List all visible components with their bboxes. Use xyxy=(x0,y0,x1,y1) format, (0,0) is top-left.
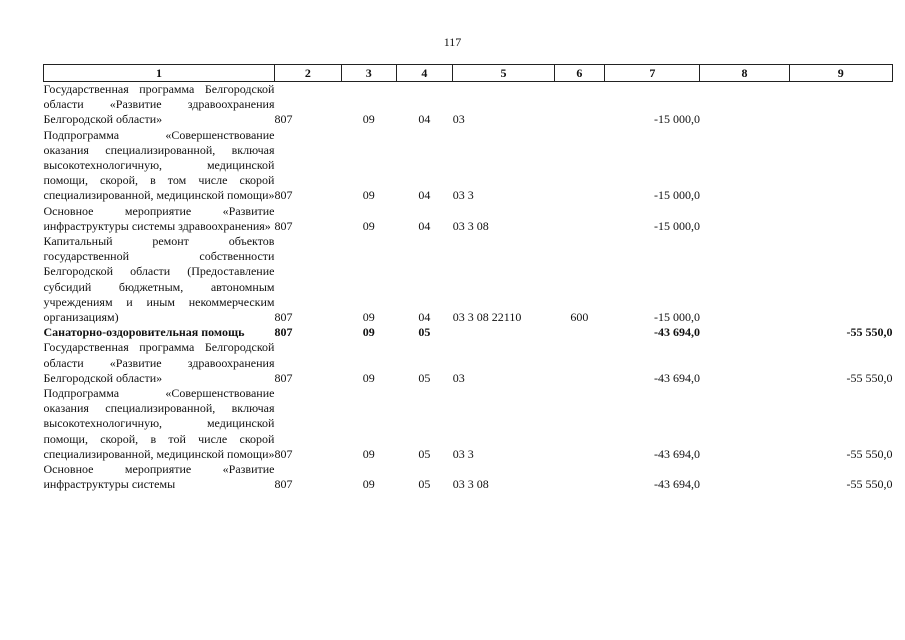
cell-amount-col9: -55 550,0 xyxy=(846,325,893,340)
row-name: Подпрограмма «Совершенствование оказания специализированной, включая высокотехнологичную, медицинской помощи, скорой, в той числе скорой специализированной, медицинской помощи» xyxy=(43,386,275,461)
cell-section-code: 09 xyxy=(362,218,375,233)
cell-amount-col8 xyxy=(700,234,789,325)
cell-amount-col7: -43 694,0 xyxy=(653,370,700,385)
cell-expense-type xyxy=(554,325,605,340)
table-row xyxy=(44,234,893,325)
header-row xyxy=(44,65,893,82)
cell-target-article: 03 3 xyxy=(452,446,474,461)
row-name: Капитальный ремонт объектов государственной собственности Белгородской области (Предоставление субсидий бюджетным, автономным учреждениям и иным некоммерческим организациям) xyxy=(43,234,275,325)
table-row xyxy=(44,204,893,234)
cell-amount-col9: -55 550,0 xyxy=(846,477,893,492)
table-row xyxy=(44,325,893,340)
header-col-3: 3 xyxy=(341,65,396,82)
cell-gov-code: 807 xyxy=(274,446,293,461)
table-row xyxy=(44,82,893,128)
cell-target-article: 03 3 08 22110 xyxy=(452,310,522,325)
header-col-2: 2 xyxy=(274,65,341,82)
cell-amount-col8 xyxy=(700,386,789,462)
cell-amount-col7: -15 000,0 xyxy=(653,188,700,203)
cell-expense-type xyxy=(554,82,605,128)
cell-amount-col9: -55 550,0 xyxy=(846,446,893,461)
cell-subsection-code: 04 xyxy=(418,188,431,203)
cell-expense-type xyxy=(554,386,605,462)
cell-gov-code: 807 xyxy=(274,188,293,203)
header-col-5: 5 xyxy=(453,65,554,82)
cell-amount-col7: -43 694,0 xyxy=(653,477,700,492)
table-row xyxy=(44,462,893,492)
cell-section-code: 09 xyxy=(362,370,375,385)
cell-expense-type xyxy=(554,128,605,204)
cell-gov-code: 807 xyxy=(274,218,293,233)
cell-expense-type: 600 xyxy=(570,310,589,325)
cell-section-code: 09 xyxy=(362,477,375,492)
cell-gov-code: 807 xyxy=(274,112,293,127)
cell-target-article: 03 3 08 xyxy=(452,477,489,492)
header-col-4: 4 xyxy=(396,65,453,82)
header-col-1: 1 xyxy=(44,65,275,82)
cell-gov-code: 807 xyxy=(274,370,293,385)
cell-amount-col9 xyxy=(789,204,892,234)
cell-subsection-code: 04 xyxy=(418,218,431,233)
cell-subsection-code: 05 xyxy=(418,325,431,340)
cell-amount-col9: -55 550,0 xyxy=(846,370,893,385)
cell-amount-col7: -43 694,0 xyxy=(653,325,700,340)
cell-amount-col7: -15 000,0 xyxy=(653,218,700,233)
row-name: Государственная программа Белгородской области «Развитие здравоохранения Белгородской области» xyxy=(43,340,275,385)
cell-amount-col8 xyxy=(700,204,789,234)
cell-section-code: 09 xyxy=(362,446,375,461)
row-name: Подпрограмма «Совершенствование оказания специализированной, включая высокотехнологичную, медицинской помощи, скорой, в том числе скорой специализированной, медицинской помощи» xyxy=(43,127,275,203)
table-row xyxy=(44,386,893,462)
cell-section-code: 09 xyxy=(362,188,375,203)
page-number: 117 xyxy=(443,35,462,49)
table-body xyxy=(44,82,893,493)
cell-subsection-code: 05 xyxy=(418,370,431,385)
header-col-7: 7 xyxy=(605,65,700,82)
cell-subsection-code: 04 xyxy=(418,310,431,325)
cell-amount-col9 xyxy=(789,128,892,204)
cell-amount-col8 xyxy=(700,325,789,340)
cell-section-code: 09 xyxy=(362,112,375,127)
cell-amount-col8 xyxy=(700,340,789,386)
cell-gov-code: 807 xyxy=(274,310,293,325)
cell-expense-type xyxy=(554,204,605,234)
header-col-9: 9 xyxy=(789,65,892,82)
cell-target-article: 03 xyxy=(452,370,465,385)
cell-amount-col8 xyxy=(700,82,789,128)
cell-amount-col7: -43 694,0 xyxy=(653,446,700,461)
table-row xyxy=(44,128,893,204)
row-name: Государственная программа Белгородской области «Развитие здравоохранения Белгородской области» xyxy=(43,82,275,127)
cell-expense-type xyxy=(554,340,605,386)
cell-expense-type xyxy=(554,462,605,492)
row-name: Основное мероприятие «Развитие инфраструктуры системы здравоохранения» xyxy=(43,203,275,233)
table-row xyxy=(44,340,893,386)
cell-target-article: 03 3 08 xyxy=(452,218,489,233)
cell-amount-col9 xyxy=(789,82,892,128)
cell-amount-col9 xyxy=(789,234,892,325)
cell-subsection-code: 05 xyxy=(418,446,431,461)
budget-table xyxy=(43,64,893,492)
cell-section-code: 09 xyxy=(362,325,375,340)
cell-gov-code: 807 xyxy=(274,477,293,492)
header-col-6: 6 xyxy=(554,65,605,82)
cell-amount-col8 xyxy=(700,128,789,204)
cell-gov-code: 807 xyxy=(274,325,293,340)
row-name: Основное мероприятие «Развитие инфраструктуры системы xyxy=(43,462,275,492)
cell-subsection-code: 04 xyxy=(418,112,431,127)
cell-amount-col7: -15 000,0 xyxy=(653,112,700,127)
cell-section-code: 09 xyxy=(362,310,375,325)
cell-target-article xyxy=(453,325,554,340)
row-name: Санаторно-оздоровительная помощь xyxy=(43,325,245,340)
cell-target-article: 03 xyxy=(452,112,465,127)
cell-amount-col8 xyxy=(700,462,789,492)
cell-amount-col7: -15 000,0 xyxy=(653,310,700,325)
cell-target-article: 03 3 xyxy=(452,188,474,203)
cell-subsection-code: 05 xyxy=(418,477,431,492)
header-col-8: 8 xyxy=(700,65,789,82)
